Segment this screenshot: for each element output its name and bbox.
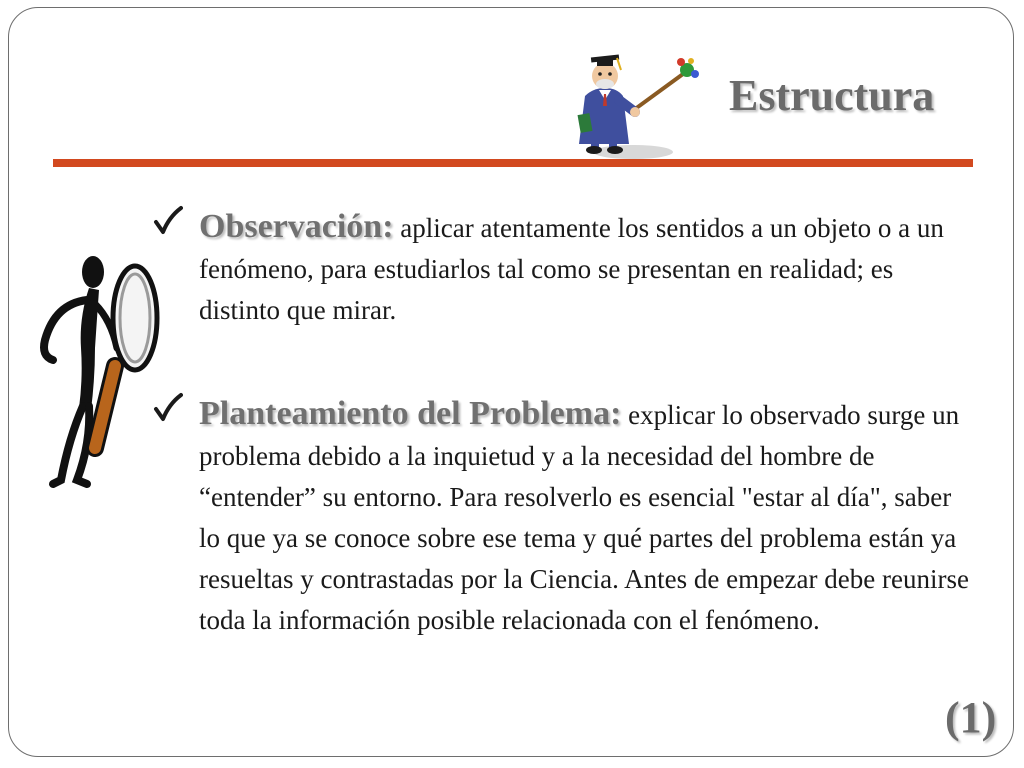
- bullet-observacion: [199, 206, 974, 331]
- checkmark-icon: [153, 392, 183, 424]
- magnifying-glass-figure-icon: [31, 248, 161, 493]
- page-number: (1): [945, 693, 997, 742]
- slide: [8, 7, 1014, 757]
- bullet-text: aplicar atentamente los sentidos a un objeto o a un fenómeno, para estudiarlos tal como se presentan en realidad; es distinto que mirar.: [199, 213, 944, 325]
- bullet-planteamiento: [199, 393, 974, 641]
- bullet-term: Planteamiento del Problema:: [199, 395, 622, 432]
- graduate-professor-icon: [565, 48, 715, 168]
- bullet-term: Observación:: [199, 208, 394, 245]
- slide-title: Estructura: [729, 71, 935, 120]
- title-divider: [53, 159, 973, 167]
- checkmark-icon: [153, 205, 183, 237]
- bullet-text: explicar lo observado surge un problema debido a la inquietud y a la necesidad del hombre de “entender” su entorno. Para resolverlo es esencial "estar al día", saber lo que ya se conoce sobre ese tema y qué partes del problema están ya resueltas y contrastadas por la Ciencia. Antes de empezar debe reunirse toda la información posible relacionada con el fenómeno.: [199, 400, 969, 635]
